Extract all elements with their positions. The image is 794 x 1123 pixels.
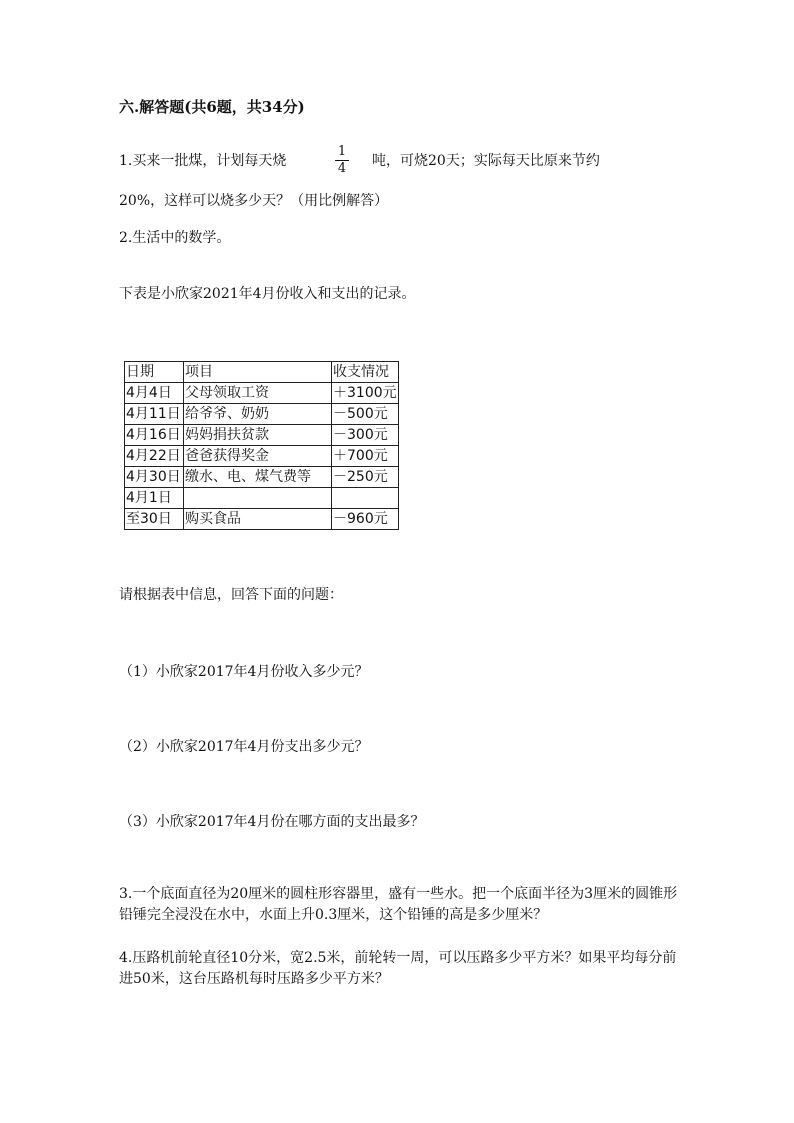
- cell-item: 妈妈捐扶贫款: [184, 425, 332, 446]
- cell-date: 4月30日: [125, 467, 184, 488]
- header-date: 日期: [125, 362, 184, 383]
- fraction-numerator: 1: [337, 144, 347, 159]
- cell-amount: ＋700元: [332, 446, 399, 467]
- sub-question-1: （1）小欣家2017年4月份收入多少元？: [119, 664, 369, 680]
- question-2-title: 2.生活中的数学。: [119, 230, 231, 246]
- cell-amount: －960元: [332, 509, 399, 530]
- table-row: [125, 425, 399, 446]
- cell-item: 缴水、电、煤气费等: [184, 467, 332, 488]
- question-1-text-start: 1.买来一批煤，计划每天烧: [119, 153, 287, 169]
- fraction-denominator: 4: [337, 161, 347, 176]
- table-header-row: [125, 362, 399, 383]
- table-row: [125, 446, 399, 467]
- table-row: [125, 404, 399, 425]
- cell-item: 购买食品: [184, 509, 332, 530]
- cell-amount: －300元: [332, 425, 399, 446]
- cell-item: 给爷爷、奶奶: [184, 404, 332, 425]
- table-row: [125, 467, 399, 488]
- read-prompt: 请根据表中信息，回答下面的问题：: [119, 587, 343, 603]
- fraction-one-quarter: [333, 145, 351, 176]
- cell-item: [184, 488, 332, 509]
- question-1-text-middle: 吨，可烧20天；实际每天比原来节约: [372, 153, 600, 169]
- cell-amount: [332, 488, 399, 509]
- cell-date: 4月11日: [125, 404, 184, 425]
- cell-date: 4月1日: [125, 488, 184, 509]
- cell-amount: －500元: [332, 404, 399, 425]
- question-3-text: 3.一个底面直径为20厘米的圆柱形容器里，盛有一些水。把一个底面半径为3厘米的圆锥形铅锤完全浸没在水中，水面上升0.3厘米，这个铅锤的高是多少厘米？: [119, 886, 678, 923]
- section-title: 六.解答题(共6题，共34分): [119, 98, 305, 116]
- table-row: [125, 383, 399, 404]
- cell-item: 爸爸获得奖金: [184, 446, 332, 467]
- header-item: 项目: [184, 362, 332, 383]
- cell-amount: －250元: [332, 467, 399, 488]
- cell-date: 至30日: [125, 509, 184, 530]
- cell-amount: ＋3100元: [332, 383, 399, 404]
- table-row: [125, 509, 399, 530]
- cell-item: 父母领取工资: [184, 383, 332, 404]
- table-row: [125, 488, 399, 509]
- question-4-text: 4.压路机前轮直径10分米，宽2.5米，前轮转一周，可以压路多少平方米？如果平均每分前进50米，这台压路机每时压路多少平方米？: [119, 950, 677, 987]
- sub-question-2: （2）小欣家2017年4月份支出多少元？: [119, 739, 369, 755]
- cell-date: 4月4日: [125, 383, 184, 404]
- income-expense-table: [124, 361, 399, 530]
- header-amount: 收支情况: [332, 362, 399, 383]
- table-intro: 下表是小欣家2021年4月份收入和支出的记录。: [119, 286, 416, 302]
- question-1-text-end: 20%，这样可以烧多少天？（用比例解答）: [119, 193, 389, 209]
- cell-date: 4月22日: [125, 446, 184, 467]
- cell-date: 4月16日: [125, 425, 184, 446]
- sub-question-3: （3）小欣家2017年4月份在哪方面的支出最多？: [119, 814, 425, 830]
